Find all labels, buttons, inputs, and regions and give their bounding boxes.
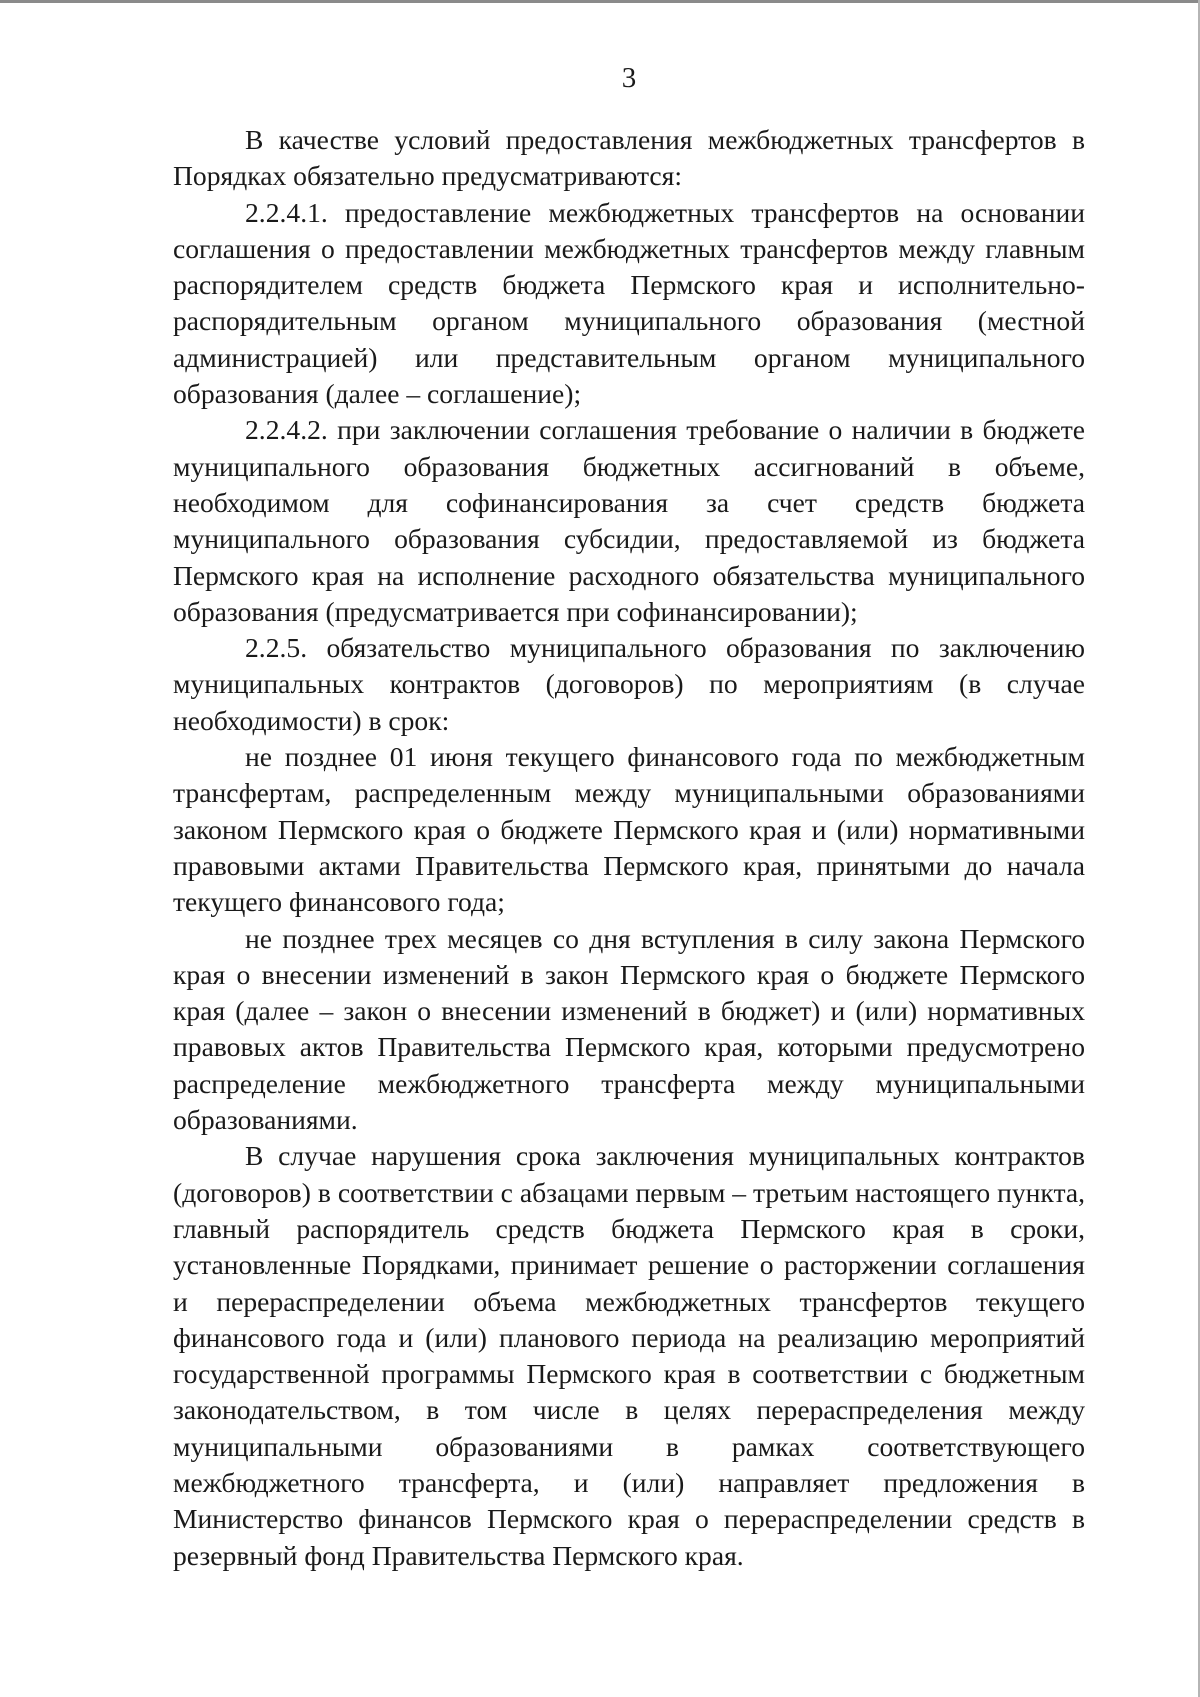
document-body bbox=[173, 122, 1085, 1574]
scan-edge-top bbox=[0, 0, 1200, 3]
paragraph-deadline-three-months: не позднее трех месяцев со дня вступления в силу закона Пермского края о внесении изменений в закон Пермского края о бюджете Пермского края (далее – закон о внесении изменений в бюджет) и (или) нормативных правовых актов Правительства Пермского края, которыми предусмотрено распределение межбюджетного трансферта между муниципальными образованиями. bbox=[173, 922, 1085, 1136]
paragraph-2-2-4-2: 2.2.4.2. при заключении соглашения требование о наличии в бюджете муниципального образования бюджетных ассигнований в объеме, необходимом для софинансирования за счет средств бюджета муниципального образования субсидии, предоставляемой из бюджета Пермского края на исполнение расходного обязательства муниципального образования (предусматривается при софинансировании); bbox=[173, 414, 1085, 627]
page-number: 3 bbox=[621, 62, 637, 94]
paragraph-2-2-4-1: 2.2.4.1. предоставление межбюджетных трансфертов на основании соглашения о предоставлении межбюджетных трансфертов между главным распорядителем средств бюджета Пермского края и исполнительно-распорядительным органом муниципального образования (местной администрацией) или представительным органом муниципального образования (далее – соглашение); bbox=[173, 196, 1085, 410]
paragraph-deadline-june: не позднее 01 июня текущего финансового года по межбюджетным трансфертам, распределенным между муниципальными образованиями законом Пермского края о бюджете Пермского края и (или) нормативными правовыми актами Правительства Пермского края, принятыми до начала текущего финансового года; bbox=[173, 741, 1085, 918]
paragraph-2-2-5: 2.2.5. обязательство муниципального образования по заключению муниципальных контрактов (договоров) по мероприятиям (в случае необходимости) в срок: bbox=[173, 632, 1085, 736]
paragraph-conditions-intro: В качестве условий предоставления межбюджетных трансфертов в Порядках обязательно предусматриваются: bbox=[173, 124, 1085, 192]
paragraph-violation: В случае нарушения срока заключения муниципальных контрактов (договоров) в соответствии с абзацами первым – третьим настоящего пункта, главный распорядитель средств бюджета Пермского края в сроки, установленные Порядками, принимает решение о расторжении соглашения и перераспределении объема межбюджетных трансфертов текущего финансового года и (или) планового периода на реализацию мероприятий государственной программы Пермского края в соответствии с бюджетным законодательством, в том числе в целях перераспределения между муниципальными образованиями в рамках соответствующего межбюджетного трансферта, и (или) направляет предложения в Министерство финансов Пермского края о перераспределении средств в резервный фонд Правительства Пермского края. bbox=[173, 1140, 1085, 1571]
